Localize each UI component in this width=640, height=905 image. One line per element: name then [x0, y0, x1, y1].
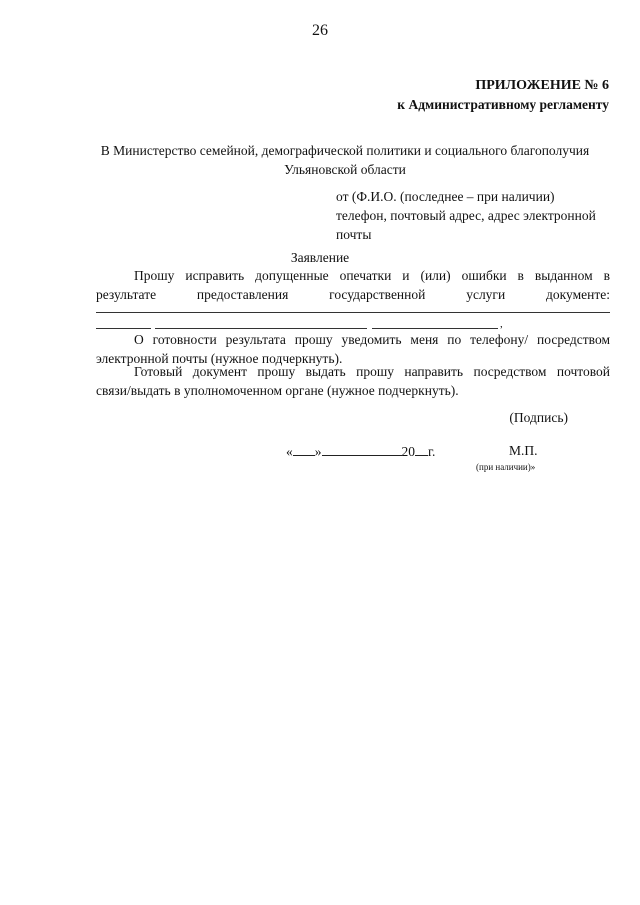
page-number: 26 [312, 22, 328, 39]
addressee-line-2: Ульяновской области [284, 162, 406, 177]
month-blank[interactable] [322, 443, 402, 456]
year-blank[interactable] [415, 443, 428, 456]
stamp-note: (при наличии)» [476, 462, 536, 472]
fill-line-2b[interactable] [155, 328, 367, 329]
appendix-header [397, 76, 609, 114]
request-line-2: результате предоставления государственной услуги документе: [96, 287, 610, 302]
date-open-quote: « [286, 444, 293, 459]
fill-line-1[interactable] [96, 312, 610, 313]
fill-line-2a[interactable] [96, 328, 151, 329]
delivery-line-2: связи/выдать в уполномоченном органе (нужное подчеркнуть). [96, 383, 459, 398]
fill-line-end-mark: , [500, 318, 503, 330]
year-suffix: г. [428, 444, 436, 459]
request-paragraph [96, 266, 610, 304]
notify-line-2: электронной почты (нужное подчеркнуть). [96, 351, 343, 366]
date-line [286, 443, 435, 460]
delivery-paragraph [96, 362, 610, 400]
date-close-quote: » [314, 444, 322, 459]
request-line-1: Прошу исправить допущенные опечатки и (или) ошибки в выданном в [134, 268, 610, 283]
fill-line-2c[interactable] [372, 328, 498, 329]
applicant-block [336, 187, 618, 244]
applicant-line-2: телефон, почтовый адрес, адрес электронной [336, 208, 596, 223]
notify-line-1: О готовности результата прошу уведомить меня по телефону/ посредством [134, 332, 610, 347]
applicant-line-3: почты [336, 227, 372, 242]
day-blank[interactable] [293, 443, 315, 456]
addressee-line-1: В Министерство семейной, демографической политики и социального благополучия [100, 143, 590, 158]
signature-label: (Подпись) [509, 410, 568, 425]
applicant-line-1: от (Ф.И.О. (последнее – при наличии) [336, 189, 555, 204]
appendix-subtitle: к Административному регламенту [397, 97, 609, 112]
stamp-label: М.П. [509, 443, 538, 458]
year-prefix: 20 [401, 444, 415, 459]
delivery-line-1: Готовый документ прошу выдать прошу направить посредством почтовой [134, 364, 610, 379]
appendix-title: ПРИЛОЖЕНИЕ № 6 [475, 78, 609, 93]
addressee [85, 141, 605, 179]
document-heading: Заявление [290, 250, 350, 265]
